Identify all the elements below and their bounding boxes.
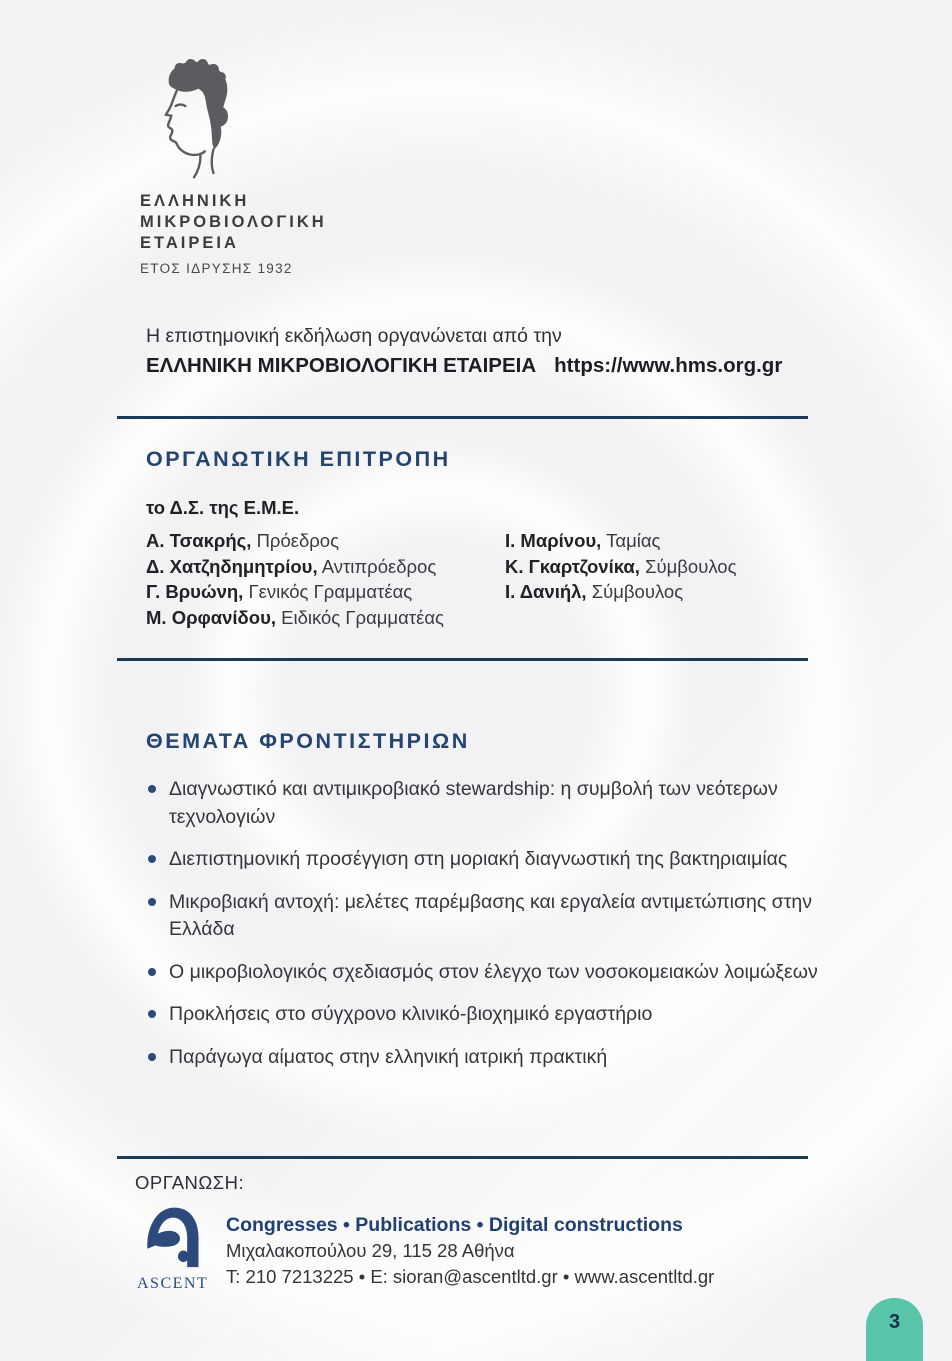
footer-contact-block [226,1212,714,1290]
organizer-label: ΟΡΓΑΝΩΣΗ: [135,1172,245,1193]
committee-member: Κ. Γκαρτζονίκα, Σύμβουλος [505,555,737,577]
committee-member: Ι. Δανιήλ, Σύμβουλος [505,581,684,602]
intro-org-name: ΕΛΛΗΝΙΚΗ ΜΙΚΡΟΒΙΟΛΟΓΙΚΗ ΕΤΑΙΡΕΙΑ [146,354,537,377]
bullet-icon [148,1053,156,1061]
committee-member: Α. Τσακρής, Πρόεδρος [146,530,340,551]
committee-member: Μ. Ορφανίδου, Ειδικός Γραμματέας [146,606,444,628]
bullet-icon [148,968,156,976]
committee-member: Ι. Μαρίνου, Ταμίας [505,530,661,551]
committee-member: Δ. Χατζηδημητρίου, Αντιπρόεδρος [146,555,437,577]
page-number-tab [866,1298,923,1361]
ascent-services-line: Congresses • Publications • Digital constructions [226,1214,683,1236]
hms-website-link[interactable]: https://www.hms.org.gr [554,354,783,377]
ascent-address-line: Μιχαλακοπούλου 29, 115 28 Αθήνα [226,1240,515,1261]
hms-org-name-line3: ΕΤΑΙΡΕΙΑ [140,234,239,252]
intro-line1: Η επιστημονική εκδήλωση οργανώνεται από την [146,325,562,347]
classical-head-icon [140,58,327,185]
topic-list-item: Διεπιστημονική προσέγγιση στη μοριακή διαγνωστική της βακτηριαιμίας [148,846,824,874]
separator-line-bottom [117,1156,808,1159]
topic-list-item: Μικροβιακή αντοχή: μελέτες παρέμβασης και εργαλεία αντιμετώπισης στην Ελλάδα [148,889,824,944]
committee-right-column [505,528,737,605]
topics-list [148,776,824,1086]
separator-line-middle [117,658,808,661]
committee-section-title: ΟΡΓΑΝΩΤΙΚΗ ΕΠΙΤΡΟΠΗ [146,447,451,471]
committee-subtitle: το Δ.Σ. της Ε.Μ.Ε. [146,497,300,518]
topic-list-item: Προκλήσεις στο σύγχρονο κλινικό-βιοχημικό εργαστήριο [148,1001,824,1029]
separator-line-top [117,416,808,419]
bullet-icon [148,1010,156,1018]
hms-logo-block [140,58,327,276]
bullet-icon [148,785,156,793]
page-number: 3 [888,1311,901,1333]
intro-paragraph [146,322,782,381]
hms-org-name-line1: ΕΛΛΗΝΙΚΗ [140,192,250,210]
bullet-icon [148,855,156,863]
topics-section-title: ΘΕΜΑΤΑ ΦΡΟΝΤΙΣΤΗΡΙΩΝ [146,729,470,753]
ascent-contact-line: T: 210 7213225 • E: sioran@ascentltd.gr • www.ascentltd.gr [226,1266,715,1287]
topic-list-item: Παράγωγα αίματος στην ελληνική ιατρική πρακτική [148,1044,824,1072]
bullet-icon [148,898,156,906]
ascent-wordmark: ASCENT [137,1275,209,1292]
hms-founded-year: ΕΤΟΣ ΙΔΡΥΣΗΣ 1932 [140,261,293,276]
committee-left-column [146,528,444,630]
topic-list-item: Ο μικροβιολογικός σχεδιασμός στον έλεγχο των νοσοκομειακών λοιμώξεων [148,959,824,987]
ascent-a-icon [137,1202,208,1275]
committee-member: Γ. Βρυώνη, Γενικός Γραμματέας [146,581,413,602]
hms-org-name-line2: ΜΙΚΡΟΒΙΟΛΟΓΙΚΗ [140,213,327,231]
ascent-logo-block [137,1202,208,1293]
topic-list-item: Διαγνωστικό και αντιμικροβιακό stewardship: η συμβολή των νεότερων τεχνολογιών [148,776,824,831]
